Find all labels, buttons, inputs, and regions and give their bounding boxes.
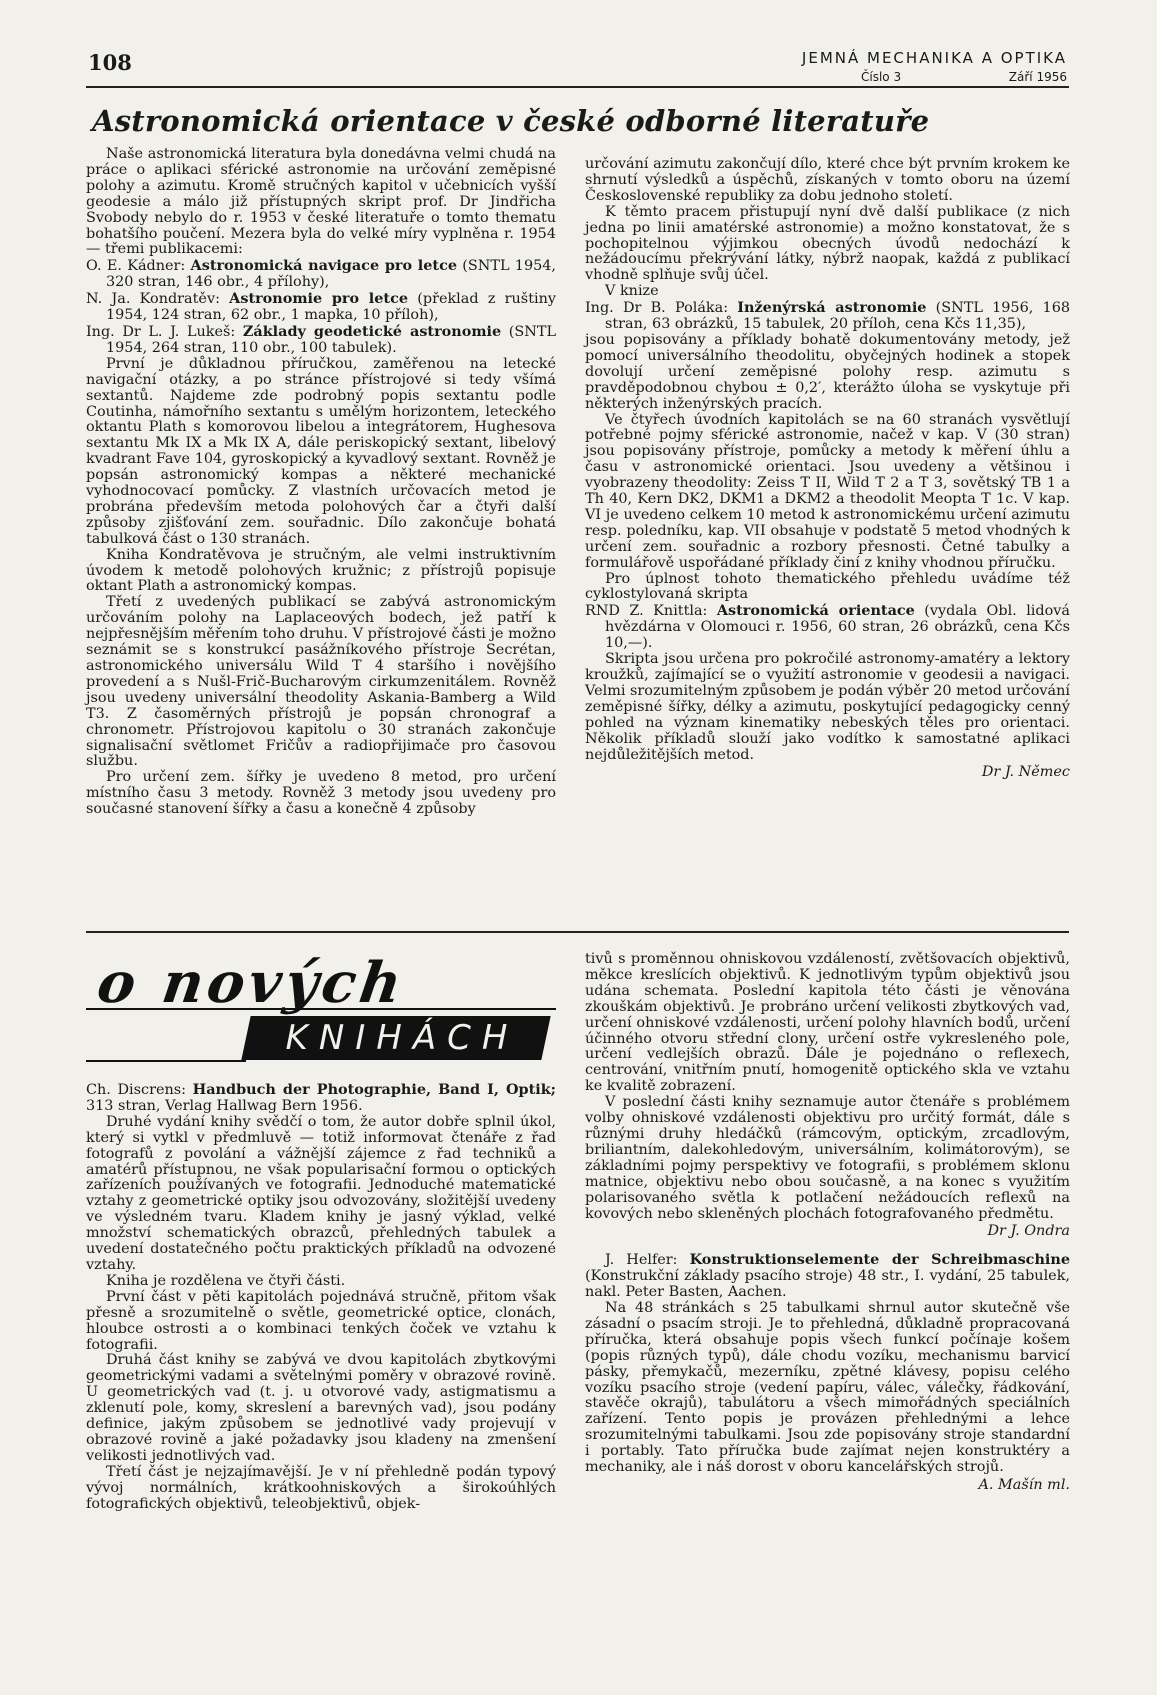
logo-word: KNIHÁCH: [285, 1018, 519, 1058]
header-rule: [86, 86, 1069, 88]
reference-item: N. Ja. Kondratěv: Astronomie pro letce (překlad z ruštiny 1954, 124 stran, 62 obr., 1 mapka, 10 příloh),: [86, 290, 556, 324]
paragraph: Ve čtyřech úvodních kapitolách se na 60 stranách vysvětlují potřebné pojmy sférické astronomie, načež v kap. V (30 stran) jsou popisovány přístroje, pomůcky a metody k měření úhlu a času v astronomické orientaci. Jsou uvedeny a většinou i vyobrazeny theodolity: Zeiss T II, Wild T 2 a T 3, sovětský TB 1 a Th 40, Kern DK2, DKM1 a DKM2 a theodolit Meopta T 1c. V kap. VI je uvedeno celkem 10 metod k astronomickému určení azimutu resp. poledníku, kap. VII obsahuje v podstatě 5 metod vhodných k určení zem. souřadnic a rozbory přesnosti. Četné tabulky a formulářově uspořádané příklady činí z knihy vhodnou příručku.: [585, 411, 1070, 571]
paragraph: Třetí část je nejzajímavější. Je v ní přehledně podán typový vývoj normálních, krátkoohniskových a širokoúhlých fotografických objektivů, teleobjektivů, objek-: [86, 1463, 556, 1512]
books-column-1: [86, 1082, 556, 1512]
paragraph: Druhá část knihy se zabývá ve dvou kapitolách zbytkovými geometrickými vadami a světelnými poměry v obrazové rovině. U geometrických vad (t. j. u otvorové vady, astigmatismu a zklenutí pole, komy, skreslení a barevných vad), jsou podány definice, jakým způsobem se jednotlivé vady projevují v obrazové rovině a jaké požadavky jsou kladeny na zmenšení velikosti jednotlivých vad.: [86, 1352, 556, 1464]
paragraph: tivů s proměnnou ohniskovou vzdáleností, zvětšovacích objektivů, měkce kreslících objektivů. K jednotlivým typům objektivů jsou udána schemata. Poslední kapitola této části je věnována zkouškám objektivů. Je probráno určení velikosti zbytkových vad, určení ohniskové vzdálenosti, určení polohy hlavních bodů, určení účinného otvoru střední clony, určení ostře vykresleného pole, určení vedlejších obrazů. Dále je pojednáno o reflexech, centrování, vnitřním pnutí, homogenitě optického skla ve vztahu ke kvalitě zobrazení.: [585, 951, 1070, 1095]
paragraph: Třetí z uvedených publikací se zabývá astronomickým určováním polohy na Laplaceových bodech, jež patří k nejpřesnějším měřením toho druhu. V přístrojové části je možno seznámit se s konstrukcí pasážníkového přístroje Secrétan, astronomického universálu Wild T 4 staršího i novějšího provedení a s Nušl-Frič-Bucharovým cirkumzenitálem. Rovněž jsou uvedeny universální theodolity Askania-Bamberg a Wild T3. Z časoměrných přístrojů je popsán chronograf a chronometr. Přístrojovou kapitolu o 30 stranách zakončuje signalisační světlomet Fričův a radiopřijimače pro časovou službu.: [86, 594, 556, 770]
article-column-2: [585, 157, 1070, 781]
logo-underline: [86, 1008, 556, 1010]
paragraph: Skripta jsou určena pro pokročilé astronomy-amatéry a lektory kroužků, zajímající se o využití astronomie v geodesii a navigaci. Velmi srozumitelným způsobem je podán výběr 20 metod určování zeměpisné šířky, délky a azimutu, poskytující pedagogicky cenný pohled na význam kinematiky nebeských těles pro orientaci. Několik příkladů slouží jako vodítko k samostatné aplikaci nejdůležitějších metod.: [585, 651, 1070, 763]
reviewer-signature: A. Mašín ml.: [978, 1477, 1070, 1493]
paragraph: První část v pěti kapitolách pojednává stručně, přitom však přesně a srozumitelně o světle, geometrické optice, clonách, hloubce ostrosti a o kombinaci tenkých čoček ve vztahu k fotografii.: [86, 1288, 556, 1353]
logo-script-text: o nových: [93, 950, 410, 1016]
paragraph: Pro určení zem. šířky je uvedeno 8 metod, pro určení místního času 3 metody. Rovněž 3 metody jsou uvedeny pro současné stanovení šířky a času a konečně 4 způsoby: [86, 769, 556, 818]
page-number: 108: [88, 50, 132, 75]
journal-title: JEMNÁ MECHANIKA A OPTIKA: [801, 49, 1067, 67]
journal-header: [767, 49, 1067, 84]
section-rule: [86, 931, 1069, 933]
logo-underline-2: [86, 1060, 246, 1062]
paragraph: V knize: [605, 283, 659, 300]
paragraph: Na 48 stránkách s 25 tabulkami shrnul autor skutečně vše zásadní o psacím stroji. Je to přehledná, důkladně propracovaná příručka, která obsahuje popis všech funkcí počínaje košem (popis různých typů), dále chodu vozíku, mechanismu barvicí pásky, přemykačů, mezerníku, zpětné klávesy, popisu celého vozíku psacího stroje (vedení papíru, válec, válečky, řádkování, stavěče okrajů), tabulátoru a všech mimořádných speciálních zařízení. Tento popis je provázen přehlednými a lehce srozumitelnými tabulkami. Jsou zde popisovány stroje standardní i portably. Tato příručka bude zajímat nejen konstruktéry a mechaniky, ale i náš dorost v oboru kancelářských strojů.: [585, 1300, 1070, 1476]
new-books-logo: [86, 950, 556, 1080]
paragraph: Druhé vydání knihy svědčí o tom, že autor dobře splnil úkol, který si vytkl v předmluvě — totiž informovat čtenáře z řad fotografů z povolání a vážnější zájemce z řad techniků a amatérů přístupnou, ne však popularisační formou o optických zařízeních používaných ve fotografii. Jednoduché matematické vztahy z geometrické optiky jsou odvozovány, složitější uvedeny ve výsledném tvaru. Kladem knihy je jasný výklad, velké množství schematických obrazců, přehledných tabulek a uvedení dostatečného počtu praktických příkladů na odvozené vztahy.: [86, 1113, 556, 1273]
author-signature: Dr J. Němec: [981, 764, 1070, 781]
paragraph: Naše astronomická literatura byla donedávna velmi chudá na práce o aplikaci sférické astronomie na určování zeměpisné polohy a azimutu. Kromě stručných kapitol v učebnicích vyšší geodesie a málo již přístupných skript prof. Dr Jindřicha Svobody nebylo do r. 1953 v české literatuře o tomto thematu bohatšího poučení. Mezera byla do velké míry vyplněna r. 1954 — třemi publikacemi:: [86, 146, 556, 258]
article-column-1: [86, 147, 556, 818]
reference-item: O. E. Kádner: Astronomická navigace pro letce (SNTL 1954, 320 stran, 146 obr., 4 přílohy),: [86, 257, 556, 291]
books-column-2: [585, 952, 1070, 1494]
review-reference: J. Helfer: Konstruktionselemente der Schreibmaschine (Konstrukční základy psacího stroje) 48 str., I. vydání, 25 tabulek, nakl. Peter Basten, Aachen.: [585, 1251, 1070, 1301]
paragraph: Pro úplnost tohoto thematického přehledu uvádíme též cyklostylovaná skripta: [585, 570, 1070, 603]
journal-issue-line: [767, 70, 1067, 84]
journal-date: Září 1956: [1008, 70, 1067, 84]
paragraph: K těmto pracem přistupují nyní dvě další publikace (z nich jedna po linii amatérské astronomie) a možno konstatovat, že s pochopitelnou výjimkou obecných úvodů nedochází k nežádoucímu překrývání látky, nýbrž naopak, každá z publikací vhodně splňuje svůj účel.: [585, 203, 1070, 284]
paragraph: V poslední části knihy seznamuje autor čtenáře s problémem volby ohniskové vzdálenosti objektivu pro určitý formát, dále s různými druhy hledáčků (rámcovým, optickým, zrcadlovým, briliantním, dalekohledovým, universálním, kolimátorovým), se základními pojmy perspektivy ve fotografii, s problémem sklonu matnice, objektivu nebo obou současně, a na konec s využitím polarisovaného světla k potlačení nežádoucích reflexů na kovových nebo skleněných plochách fotografovaného předmětu.: [585, 1094, 1070, 1222]
paragraph: Kniha je rozdělena ve čtyři části.: [106, 1272, 346, 1289]
reference-item: Ing. Dr L. J. Lukeš: Základy geodetické astronomie (SNTL 1954, 264 stran, 110 obr., 100 tabulek).: [86, 322, 556, 356]
reference-item: RND Z. Knittla: Astronomická orientace (vydala Obl. lidová hvězdárna v Olomouci r. 1956, 60 stran, 26 obrázků, cena Kčs 10,—).: [585, 602, 1070, 652]
review-reference: Ch. Discrens: Handbuch der Photographie, Band I, Optik; 313 stran, Verlag Hallwag Bern 1956.: [86, 1081, 556, 1114]
journal-issue: Číslo 3: [861, 70, 902, 84]
reviewer-signature: Dr J. Ondra: [987, 1223, 1070, 1240]
paragraph: jsou popisovány a příklady bohatě dokumentovány metody, jež pomocí universálního theodolitu, obyčejných hodinek a stopek dovolují určení zeměpisné polohy resp. azimutu s pravděpodobnou chybou ± 0,2′, kterážto úloha se vyskytuje při některých inženýrských pracích.: [585, 331, 1070, 412]
paragraph: určování azimutu zakončují dílo, které chce být prvním krokem ke shrnutí výsledků a úspěchů, získaných v tomto oboru na území Československé republiky za dobu jednoho století.: [585, 156, 1070, 204]
paragraph: První je důkladnou příručkou, zaměřenou na letecké navigační otázky, a po stránce přístrojové si tedy všímá sextantů. Najdeme zde podrobný popis sextantu podle Coutinha, námořního sextantu s umělým horizontem, leteckého oktantu Plath s komorovou libelou a integrátorem, Hughesova sextantu Mk IX a Mk IX A, dále periskopický sextant, libelový kvadrant Fave 104, gyroskopický a kyvadlový sextant. Rovněž je popsán astronomický kompas a některé mechanické vyhodnocovací pomůcky. Z vlastních určovacích metod je probrána především metoda polohových čar a čtyři další způsoby zjišťování zem. souřadnic. Dílo zakončuje bohatá tabulková část o 130 stranách.: [86, 355, 556, 547]
reference-item: Ing. Dr B. Poláka: Inženýrská astronomie (SNTL 1956, 168 stran, 63 obrázků, 15 tabulek, 20 příloh, cena Kčs 11,35),: [585, 299, 1071, 333]
paragraph: Kniha Kondratěvova je stručným, ale velmi instruktivním úvodem k metodě polohových kružnic; z přístrojů popisuje oktant Plath a astronomický kompas.: [86, 546, 556, 595]
article-title: Astronomická orientace v české odborné literatuře: [92, 104, 930, 138]
